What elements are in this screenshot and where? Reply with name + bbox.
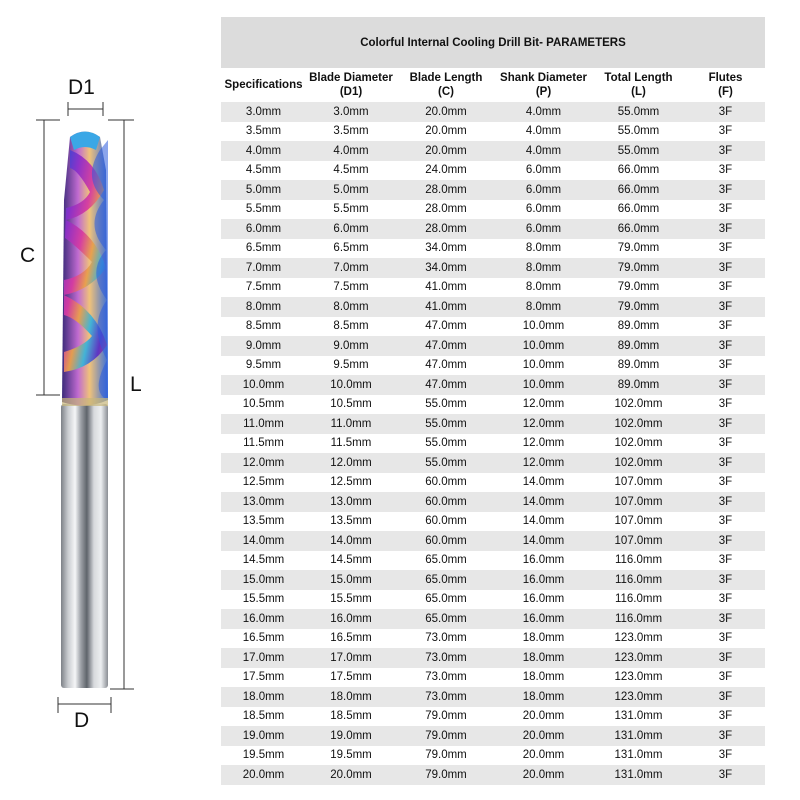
cell-blade-length: 60.0mm (396, 512, 496, 532)
cell-flutes: 3F (686, 746, 765, 766)
cell-total-length: 107.0mm (591, 492, 686, 512)
cell-specification: 15.5mm (221, 590, 306, 610)
cell-specification: 6.5mm (221, 239, 306, 259)
cell-total-length: 55.0mm (591, 122, 686, 142)
cell-blade-length: 24.0mm (396, 161, 496, 181)
cell-blade-diameter: 13.0mm (306, 492, 396, 512)
header-line1: Specifications (224, 79, 303, 91)
cell-flutes: 3F (686, 609, 765, 629)
cell-flutes: 3F (686, 551, 765, 571)
cell-flutes: 3F (686, 219, 765, 239)
cell-shank-diameter: 20.0mm (496, 707, 591, 727)
table-header-row (221, 68, 765, 102)
dimension-label-d1: D1 (68, 76, 95, 99)
header-line2: (L) (631, 86, 646, 98)
cell-specification: 4.5mm (221, 161, 306, 181)
header-line1: Blade Length (409, 72, 483, 84)
header-specifications (221, 68, 306, 102)
cell-blade-length: 79.0mm (396, 746, 496, 766)
cell-blade-diameter: 4.0mm (306, 141, 396, 161)
cell-flutes: 3F (686, 668, 765, 688)
header-line2: (C) (438, 86, 454, 98)
cell-blade-length: 55.0mm (396, 434, 496, 454)
cell-shank-diameter: 16.0mm (496, 590, 591, 610)
cell-specification: 4.0mm (221, 141, 306, 161)
cell-total-length: 116.0mm (591, 609, 686, 629)
cell-blade-diameter: 20.0mm (306, 765, 396, 785)
cell-blade-diameter: 12.5mm (306, 473, 396, 493)
cell-total-length: 66.0mm (591, 180, 686, 200)
cell-flutes: 3F (686, 707, 765, 727)
parameters-table (221, 68, 765, 785)
cell-specification: 16.0mm (221, 609, 306, 629)
cell-specification: 14.5mm (221, 551, 306, 571)
cell-blade-diameter: 7.5mm (306, 278, 396, 298)
header-line1: Flutes (708, 72, 743, 84)
cell-flutes: 3F (686, 473, 765, 493)
table-row (221, 473, 765, 493)
cell-total-length: 116.0mm (591, 570, 686, 590)
blade-shank-transition (62, 398, 108, 406)
table-row (221, 590, 765, 610)
cell-shank-diameter: 18.0mm (496, 668, 591, 688)
table-row (221, 707, 765, 727)
cell-shank-diameter: 10.0mm (496, 375, 591, 395)
cell-shank-diameter: 8.0mm (496, 297, 591, 317)
cell-flutes: 3F (686, 239, 765, 259)
cell-total-length: 116.0mm (591, 590, 686, 610)
cell-shank-diameter: 8.0mm (496, 239, 591, 259)
cell-specification: 17.0mm (221, 648, 306, 668)
cell-specification: 18.5mm (221, 707, 306, 727)
header-blade-diameter (306, 68, 396, 102)
cell-shank-diameter: 10.0mm (496, 317, 591, 337)
cell-blade-diameter: 15.0mm (306, 570, 396, 590)
table-row (221, 726, 765, 746)
header-line2: (D1) (339, 86, 363, 98)
cell-specification: 14.0mm (221, 531, 306, 551)
cell-shank-diameter: 20.0mm (496, 765, 591, 785)
cell-shank-diameter: 16.0mm (496, 570, 591, 590)
cell-blade-diameter: 6.0mm (306, 219, 396, 239)
table-row (221, 219, 765, 239)
cell-flutes: 3F (686, 434, 765, 454)
cell-blade-length: 55.0mm (396, 414, 496, 434)
cell-total-length: 102.0mm (591, 453, 686, 473)
cell-blade-diameter: 9.0mm (306, 336, 396, 356)
header-line1: Total Length (604, 72, 673, 84)
table-row (221, 531, 765, 551)
cell-blade-diameter: 5.5mm (306, 200, 396, 220)
cell-blade-diameter: 18.0mm (306, 687, 396, 707)
cell-blade-diameter: 17.0mm (306, 648, 396, 668)
cell-specification: 12.5mm (221, 473, 306, 493)
cell-blade-diameter: 8.5mm (306, 317, 396, 337)
cell-flutes: 3F (686, 492, 765, 512)
cell-blade-length: 73.0mm (396, 648, 496, 668)
cell-specification: 11.0mm (221, 414, 306, 434)
cell-shank-diameter: 12.0mm (496, 414, 591, 434)
cell-blade-length: 41.0mm (396, 278, 496, 298)
table-row (221, 492, 765, 512)
dimension-label-c: C (20, 244, 36, 267)
table-row (221, 629, 765, 649)
table-row (221, 375, 765, 395)
table-row (221, 102, 765, 122)
cell-shank-diameter: 16.0mm (496, 609, 591, 629)
cell-total-length: 89.0mm (591, 317, 686, 337)
cell-total-length: 102.0mm (591, 414, 686, 434)
cell-shank-diameter: 10.0mm (496, 336, 591, 356)
cell-blade-diameter: 3.0mm (306, 102, 396, 122)
cell-specification: 10.5mm (221, 395, 306, 415)
cell-flutes: 3F (686, 395, 765, 415)
cell-flutes: 3F (686, 356, 765, 376)
cell-specification: 19.5mm (221, 746, 306, 766)
cell-flutes: 3F (686, 258, 765, 278)
cell-total-length: 107.0mm (591, 531, 686, 551)
header-line2: (P) (535, 86, 552, 98)
cell-blade-diameter: 11.5mm (306, 434, 396, 454)
table-title: Colorful Internal Cooling Drill Bit- PARAMETERS (221, 17, 765, 68)
cell-specification: 13.5mm (221, 512, 306, 532)
cell-blade-diameter: 4.5mm (306, 161, 396, 181)
cell-specification: 6.0mm (221, 219, 306, 239)
cell-flutes: 3F (686, 570, 765, 590)
cell-shank-diameter: 4.0mm (496, 122, 591, 142)
cell-blade-length: 65.0mm (396, 551, 496, 571)
table-row (221, 239, 765, 259)
cell-flutes: 3F (686, 102, 765, 122)
parameters-panel (221, 17, 765, 784)
table-body (221, 102, 765, 785)
cell-specification: 7.5mm (221, 278, 306, 298)
cell-shank-diameter: 6.0mm (496, 200, 591, 220)
cell-blade-length: 65.0mm (396, 570, 496, 590)
cell-flutes: 3F (686, 414, 765, 434)
cell-blade-diameter: 8.0mm (306, 297, 396, 317)
drill-bit-drawing (0, 0, 210, 800)
cell-specification: 5.5mm (221, 200, 306, 220)
cell-shank-diameter: 14.0mm (496, 473, 591, 493)
cell-shank-diameter: 12.0mm (496, 395, 591, 415)
cell-shank-diameter: 6.0mm (496, 219, 591, 239)
table-row (221, 336, 765, 356)
cell-total-length: 89.0mm (591, 375, 686, 395)
cell-specification: 9.5mm (221, 356, 306, 376)
header-total-length (591, 68, 686, 102)
cell-total-length: 66.0mm (591, 200, 686, 220)
cell-blade-diameter: 10.0mm (306, 375, 396, 395)
cell-blade-diameter: 13.5mm (306, 512, 396, 532)
cell-total-length: 55.0mm (591, 102, 686, 122)
cell-blade-diameter: 11.0mm (306, 414, 396, 434)
cell-flutes: 3F (686, 180, 765, 200)
cell-blade-length: 20.0mm (396, 122, 496, 142)
cell-blade-length: 28.0mm (396, 180, 496, 200)
cell-blade-length: 47.0mm (396, 336, 496, 356)
cell-blade-diameter: 19.5mm (306, 746, 396, 766)
cell-total-length: 79.0mm (591, 258, 686, 278)
cell-blade-length: 60.0mm (396, 492, 496, 512)
cell-total-length: 123.0mm (591, 629, 686, 649)
cell-total-length: 107.0mm (591, 512, 686, 532)
cell-specification: 5.0mm (221, 180, 306, 200)
cell-blade-length: 73.0mm (396, 668, 496, 688)
cell-flutes: 3F (686, 317, 765, 337)
cell-blade-length: 79.0mm (396, 707, 496, 727)
table-row (221, 356, 765, 376)
cell-shank-diameter: 12.0mm (496, 453, 591, 473)
cell-shank-diameter: 10.0mm (496, 356, 591, 376)
cell-blade-length: 65.0mm (396, 609, 496, 629)
dimension-label-l: L (130, 373, 142, 396)
table-row (221, 180, 765, 200)
cell-flutes: 3F (686, 590, 765, 610)
cell-blade-length: 20.0mm (396, 102, 496, 122)
cell-shank-diameter: 14.0mm (496, 531, 591, 551)
cell-blade-diameter: 15.5mm (306, 590, 396, 610)
cell-blade-length: 65.0mm (396, 590, 496, 610)
cell-blade-length: 47.0mm (396, 375, 496, 395)
cell-total-length: 89.0mm (591, 336, 686, 356)
cell-shank-diameter: 14.0mm (496, 512, 591, 532)
cell-blade-length: 79.0mm (396, 765, 496, 785)
cell-flutes: 3F (686, 453, 765, 473)
cell-blade-length: 34.0mm (396, 258, 496, 278)
cell-blade-diameter: 9.5mm (306, 356, 396, 376)
cell-total-length: 79.0mm (591, 278, 686, 298)
cell-blade-diameter: 5.0mm (306, 180, 396, 200)
cell-blade-length: 47.0mm (396, 317, 496, 337)
cell-shank-diameter: 12.0mm (496, 434, 591, 454)
table-row (221, 200, 765, 220)
cell-flutes: 3F (686, 765, 765, 785)
cell-shank-diameter: 16.0mm (496, 551, 591, 571)
cell-blade-diameter: 7.0mm (306, 258, 396, 278)
table-row (221, 648, 765, 668)
dimension-label-d: D (74, 709, 90, 732)
cell-specification: 12.0mm (221, 453, 306, 473)
cell-blade-length: 79.0mm (396, 726, 496, 746)
cell-blade-length: 60.0mm (396, 531, 496, 551)
table-row (221, 297, 765, 317)
cell-blade-diameter: 10.5mm (306, 395, 396, 415)
table-row (221, 414, 765, 434)
cell-specification: 8.5mm (221, 317, 306, 337)
cell-total-length: 131.0mm (591, 707, 686, 727)
cell-shank-diameter: 20.0mm (496, 726, 591, 746)
cell-shank-diameter: 18.0mm (496, 687, 591, 707)
cell-specification: 20.0mm (221, 765, 306, 785)
table-row (221, 141, 765, 161)
cell-flutes: 3F (686, 726, 765, 746)
cell-total-length: 107.0mm (591, 473, 686, 493)
cell-total-length: 66.0mm (591, 219, 686, 239)
cell-blade-diameter: 17.5mm (306, 668, 396, 688)
table-row (221, 668, 765, 688)
table-row (221, 122, 765, 142)
cell-blade-length: 55.0mm (396, 453, 496, 473)
cell-blade-length: 60.0mm (396, 473, 496, 493)
table-row (221, 161, 765, 181)
cell-flutes: 3F (686, 336, 765, 356)
table-row (221, 746, 765, 766)
cell-specification: 7.0mm (221, 258, 306, 278)
header-line1: Blade Diameter (309, 72, 393, 84)
table-row (221, 570, 765, 590)
cell-total-length: 123.0mm (591, 687, 686, 707)
header-blade-length (396, 68, 496, 102)
table-row (221, 765, 765, 785)
cell-specification: 10.0mm (221, 375, 306, 395)
cell-blade-diameter: 16.5mm (306, 629, 396, 649)
cell-shank-diameter: 8.0mm (496, 278, 591, 298)
table-row (221, 512, 765, 532)
table-row (221, 453, 765, 473)
table-row (221, 551, 765, 571)
cell-shank-diameter: 18.0mm (496, 629, 591, 649)
cell-total-length: 55.0mm (591, 141, 686, 161)
cell-total-length: 123.0mm (591, 668, 686, 688)
cell-specification: 16.5mm (221, 629, 306, 649)
cell-shank-diameter: 18.0mm (496, 648, 591, 668)
cell-specification: 17.5mm (221, 668, 306, 688)
cell-flutes: 3F (686, 278, 765, 298)
cell-total-length: 131.0mm (591, 726, 686, 746)
cell-shank-diameter: 14.0mm (496, 492, 591, 512)
cell-flutes: 3F (686, 141, 765, 161)
cell-flutes: 3F (686, 161, 765, 181)
cell-flutes: 3F (686, 200, 765, 220)
cell-flutes: 3F (686, 629, 765, 649)
cell-total-length: 66.0mm (591, 161, 686, 181)
cell-blade-diameter: 18.5mm (306, 707, 396, 727)
cell-blade-length: 28.0mm (396, 200, 496, 220)
cell-shank-diameter: 6.0mm (496, 180, 591, 200)
cell-total-length: 131.0mm (591, 765, 686, 785)
cell-blade-diameter: 16.0mm (306, 609, 396, 629)
cell-total-length: 89.0mm (591, 356, 686, 376)
cell-blade-length: 47.0mm (396, 356, 496, 376)
cell-blade-diameter: 19.0mm (306, 726, 396, 746)
cell-flutes: 3F (686, 512, 765, 532)
cell-blade-diameter: 14.0mm (306, 531, 396, 551)
table-row (221, 687, 765, 707)
header-line2: (F) (718, 86, 733, 98)
cell-specification: 15.0mm (221, 570, 306, 590)
cell-flutes: 3F (686, 297, 765, 317)
cell-total-length: 102.0mm (591, 434, 686, 454)
table-row (221, 317, 765, 337)
header-line1: Shank Diameter (500, 72, 587, 84)
cell-specification: 8.0mm (221, 297, 306, 317)
cell-blade-length: 73.0mm (396, 629, 496, 649)
cell-shank-diameter: 8.0mm (496, 258, 591, 278)
table-row (221, 609, 765, 629)
drill-bit-illustration (0, 0, 210, 800)
cell-blade-length: 73.0mm (396, 687, 496, 707)
header-flutes (686, 68, 765, 102)
cell-blade-length: 28.0mm (396, 219, 496, 239)
cell-blade-diameter: 6.5mm (306, 239, 396, 259)
drill-shank (61, 404, 108, 688)
table-row (221, 258, 765, 278)
cell-shank-diameter: 20.0mm (496, 746, 591, 766)
table-row (221, 278, 765, 298)
cell-flutes: 3F (686, 648, 765, 668)
cell-specification: 3.0mm (221, 102, 306, 122)
cell-blade-length: 55.0mm (396, 395, 496, 415)
header-shank-diameter (496, 68, 591, 102)
cell-shank-diameter: 6.0mm (496, 161, 591, 181)
cell-blade-diameter: 12.0mm (306, 453, 396, 473)
cell-blade-length: 20.0mm (396, 141, 496, 161)
table-row (221, 395, 765, 415)
cell-flutes: 3F (686, 122, 765, 142)
cell-shank-diameter: 4.0mm (496, 141, 591, 161)
cell-total-length: 79.0mm (591, 297, 686, 317)
cell-blade-diameter: 14.5mm (306, 551, 396, 571)
cell-specification: 11.5mm (221, 434, 306, 454)
cell-specification: 18.0mm (221, 687, 306, 707)
cell-specification: 9.0mm (221, 336, 306, 356)
cell-total-length: 123.0mm (591, 648, 686, 668)
cell-total-length: 131.0mm (591, 746, 686, 766)
cell-shank-diameter: 4.0mm (496, 102, 591, 122)
table-row (221, 434, 765, 454)
cell-flutes: 3F (686, 375, 765, 395)
cell-flutes: 3F (686, 687, 765, 707)
cell-specification: 19.0mm (221, 726, 306, 746)
cell-specification: 3.5mm (221, 122, 306, 142)
cell-specification: 13.0mm (221, 492, 306, 512)
cell-flutes: 3F (686, 531, 765, 551)
cell-blade-length: 34.0mm (396, 239, 496, 259)
cell-total-length: 102.0mm (591, 395, 686, 415)
cell-blade-diameter: 3.5mm (306, 122, 396, 142)
cell-total-length: 116.0mm (591, 551, 686, 571)
cell-total-length: 79.0mm (591, 239, 686, 259)
cell-blade-length: 41.0mm (396, 297, 496, 317)
